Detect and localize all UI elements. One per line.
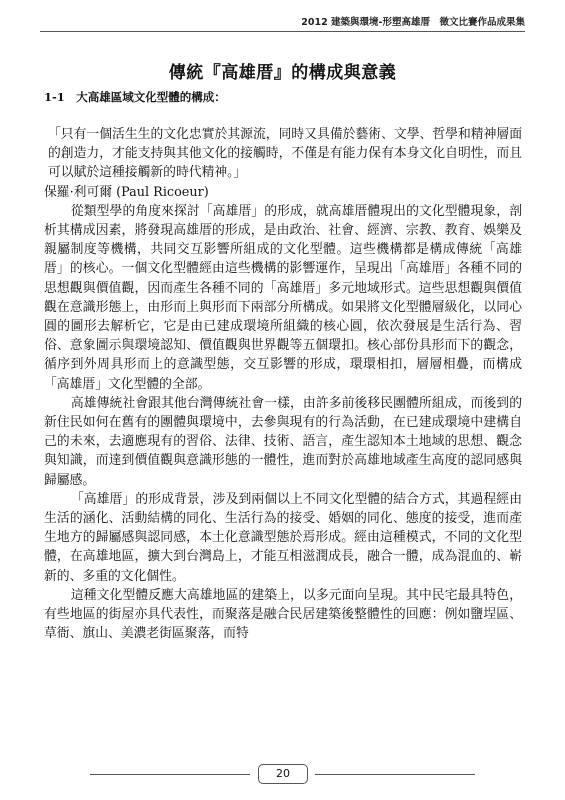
quote-attribution: 保羅·利可爾 (Paul Ricoeur) xyxy=(44,184,209,200)
page-number: 20 xyxy=(258,764,308,784)
header-divider xyxy=(40,31,525,32)
epigraph-quote: 「只有一個活生生的文化忠實於其源流，同時又具備於藝術、文學、哲學和精神層面的創造力，才能支持與其他文化的接觸時，不僅是有能力保有本身文化自明性，而且可以賦於這種接觸新的時代精神。」 xyxy=(48,127,522,181)
section-heading: 1-1 大高雄區域文化型體的構成： xyxy=(44,90,226,104)
body-paragraph-4: 這種文化型體反應大高雄地區的建築上，以多元面向呈現。其中民宅最具特色，有些地區的街屋亦具代表性，而聚落是融合民居建築後整體性的回應：例如鹽埕區、草衙、旗山、美濃老街區聚落，而特 xyxy=(44,587,522,642)
body-paragraph-3: 「高雄厝」的形成背景，涉及到兩個以上不同文化型體的結合方式，其過程經由生活的涵化、活動結構的同化、生活行為的接受、婚姻的同化、態度的接受，進而產生地方的歸屬感與認同感，本土化意識型態於焉形成。經由這種模式，不同的文化型體，在高雄地區，擴大到台灣島上，才能互相滋潤成長，融合一體，成為混血的、嶄新的、多重的文化個性。 xyxy=(44,491,522,584)
footer-rule-right xyxy=(315,774,475,775)
page-title: 傳統『高雄厝』的構成與意義 xyxy=(168,63,397,83)
body-content xyxy=(44,125,522,643)
body-paragraph-2: 高雄傳統社會跟其他台灣傳統社會一樣，由許多前後移民團體所組成，而後到的新住民如何在舊有的團體與環境中，去參與現有的行為活動，在已建成環境中建構自己的未來，去適應現有的習俗、法律、技術、語言，產生認知本土地域的思想、觀念與知識，而達到價值觀與意識形態的一體性，進而對於高雄地域產生高度的認同感與歸屬感。 xyxy=(44,395,522,488)
body-paragraph-1: 從類型學的角度來探討「高雄厝」的形成，就高雄厝體現出的文化型體現象，剖析其構成因素，將發現高雄厝的形成，是由政治、社會、經濟、宗教、教育、娛樂及親屬制度等機構，共同交互影響所組成的文化型體。這些機構都是構成傳統「高雄厝」的核心。一個文化型體經由這些機構的影響運作，呈現出「高雄厝」各種不同的思想觀與價值觀，因而產生各種不同的「高雄厝」多元地域形式。這些思想觀與價值觀在意識形態上，由形而上與形而下兩部分所構成。如果將文化型體層級化，以同心圓的圖形去解析它，它是由已建成環境所組織的核心圓，依次發展是生活行為、習俗、意象圖示與環境認知、價值觀與世界觀等五個環扣。核心部份具形而下的觀念，循序到外周具形而上的意識型態，交互影響的形成，環環相扣，層層相疊，而構成「高雄厝」文化型體的全部。 xyxy=(44,203,522,392)
footer-rule-left xyxy=(90,774,250,775)
running-header: 2012 建築與環境-形塑高雄厝 徵文比賽作品成果集 xyxy=(301,17,525,28)
